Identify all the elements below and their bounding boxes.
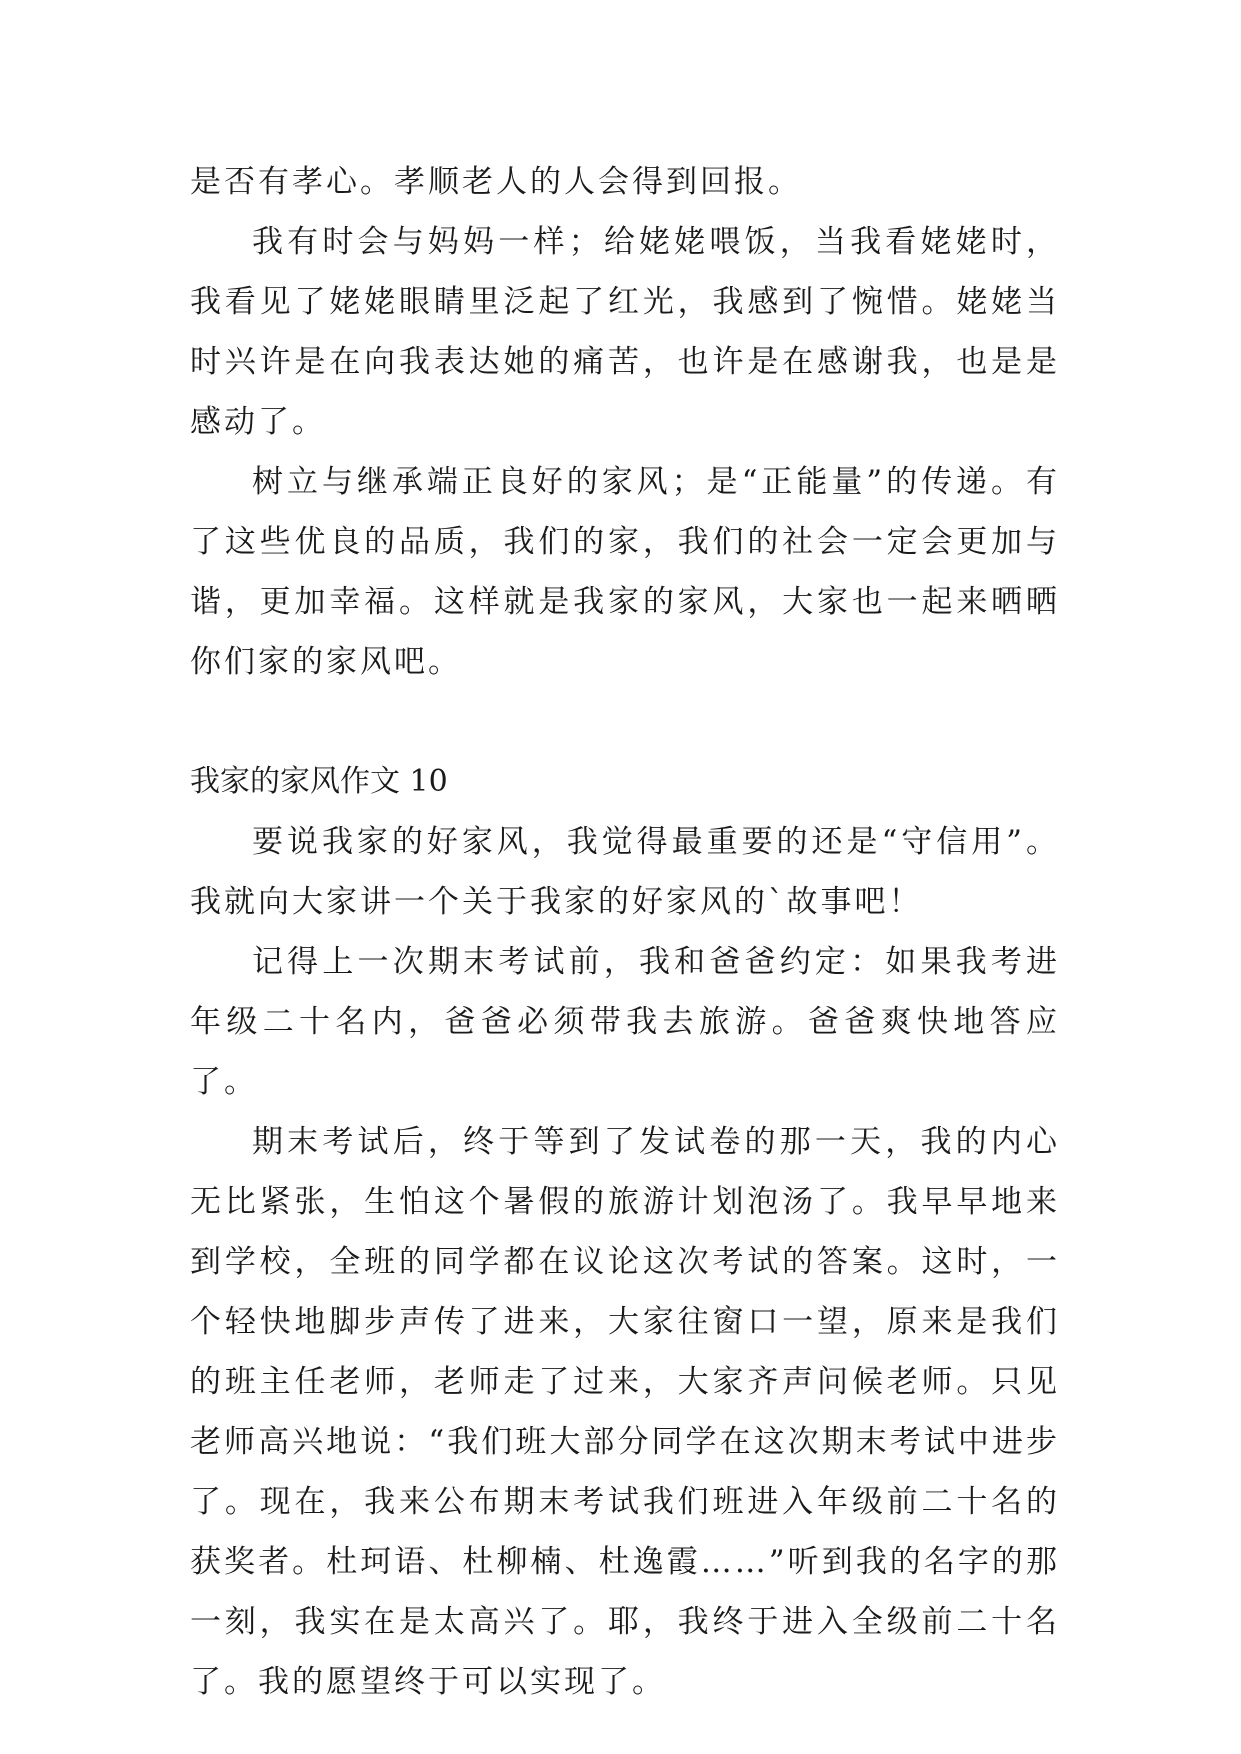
paragraph-continuation: 是否有孝心。孝顺老人的人会得到回报。 bbox=[190, 164, 802, 200]
document-body bbox=[190, 152, 1060, 1712]
paragraph-keep-promise: 要说我家的好家风，我觉得最重要的还是“守信用”。我就向大家讲一个关于我家的好家风的`故事吧！ bbox=[190, 824, 1060, 920]
paragraph-exam-results: 期末考试后，终于等到了发试卷的那一天，我的内心无比紧张，生怕这个暑假的旅游计划泡汤了。我早早地来到学校，全班的同学都在议论这次考试的答案。这时，一个轻快地脚步声传了进来，大家往窗口一望，原来是我们的班主任老师，老师走了过来，大家齐声问候老师。只见老师高兴地说：“我们班大部分同学在这次期末考试中进步了。现在，我来公布期末考试我们班进入年级前二十名的获奖者。杜珂语、杜柳楠、杜逸霞……”听到我的名字的那一刻，我实在是太高兴了。耶，我终于进入全级前二十名了。我的愿望终于可以实现了。 bbox=[190, 1124, 1060, 1700]
paragraph-agreement: 记得上一次期末考试前，我和爸爸约定：如果我考进年级二十名内，爸爸必须带我去旅游。爸爸爽快地答应了。 bbox=[190, 944, 1060, 1100]
paragraph-family-tradition: 树立与继承端正良好的家风；是“正能量”的传递。有了这些优良的品质，我们的家，我们的社会一定会更加与谐，更加幸福。这样就是我家的家风，大家也一起来晒晒你们家的家风吧。 bbox=[190, 464, 1060, 680]
paragraph-feeding-grandma: 我有时会与妈妈一样；给姥姥喂饭，当我看姥姥时，我看见了姥姥眼睛里泛起了红光，我感到了惋惜。姥姥当时兴许是在向我表达她的痛苦，也许是在感谢我，也是是感动了。 bbox=[190, 224, 1060, 440]
section-spacer bbox=[190, 692, 1060, 752]
essay-heading: 我家的家风作文 10 bbox=[190, 764, 448, 799]
